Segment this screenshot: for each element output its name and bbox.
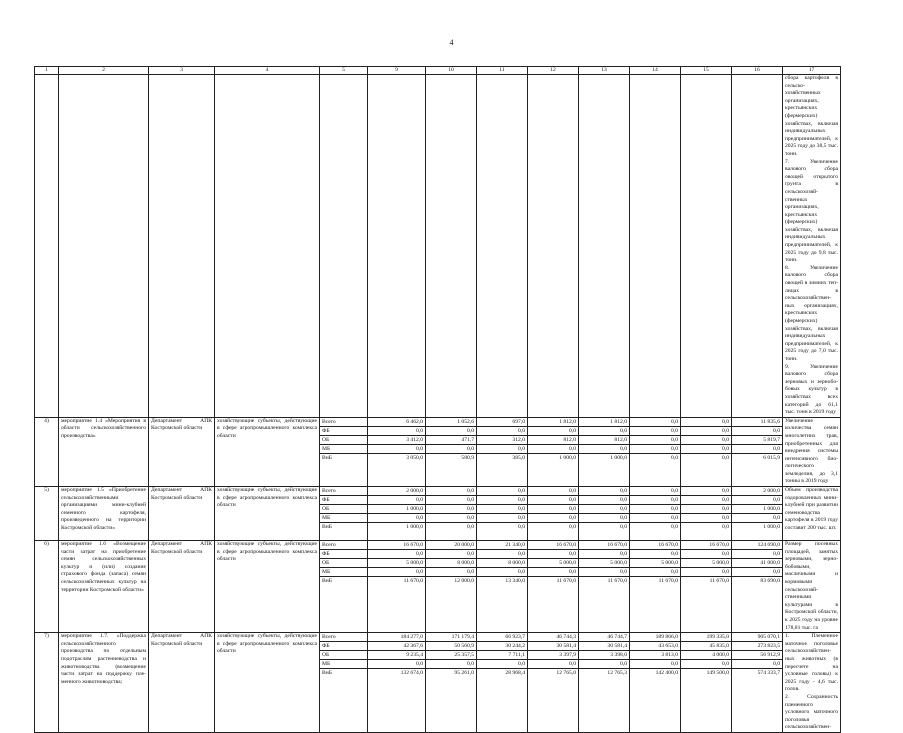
- amount-cell: 189 866,0: [630, 633, 680, 642]
- amount-cell: 0,0: [681, 427, 731, 436]
- amount-cell: 0,0: [426, 568, 476, 577]
- amount-cell: 142 400,0: [655, 670, 678, 677]
- amount-cell: 0,0: [368, 550, 425, 559]
- budget-table: [34, 66, 841, 733]
- amount-cell: 124 690,0: [732, 541, 782, 550]
- amount-cell: 30 581,4: [579, 642, 629, 651]
- funding-sources: [320, 417, 368, 486]
- amount-cell: 0,0: [681, 550, 731, 559]
- expected-result: 1. Племенное маточное поголовье сельскохозяйственных животных (в пересчете на условные головы) к 2025 году - 4,6 тыс. голов. 2. Сохранность племенного условного маточного поголовья сельскохозяйствен-: [783, 633, 841, 733]
- amount-cell: 0,0: [528, 550, 578, 559]
- header-cell: 16: [732, 67, 783, 75]
- header-cell: 17: [783, 67, 841, 75]
- amount-cell: 5 000,0: [681, 559, 731, 568]
- amount-cell: 16 670,0: [368, 541, 425, 550]
- year-values: [368, 541, 426, 633]
- amount-cell: 0,0: [528, 568, 578, 577]
- amount-cell: 0,0: [477, 427, 527, 436]
- row-number: 4): [35, 417, 59, 486]
- funding-source: ВнБ: [322, 670, 332, 677]
- year-values: [528, 541, 579, 633]
- amount-cell: 0,0: [426, 427, 476, 436]
- funding-source: МБ: [320, 445, 367, 454]
- amount-cell: 0,0: [477, 550, 527, 559]
- funding-source: ФБ: [320, 427, 367, 436]
- amount-cell: 66 923,7: [477, 633, 527, 642]
- amount-cell: 95 261,0: [454, 670, 474, 677]
- header-cell: 2: [59, 67, 149, 75]
- funding-sources: [320, 541, 368, 633]
- funding-source: ВнБ: [322, 524, 332, 531]
- year-values: [528, 417, 579, 486]
- amount-cell: 45 835,0: [681, 642, 731, 651]
- amount-cell: 0,0: [368, 568, 425, 577]
- amount-cell: 0,0: [477, 505, 527, 514]
- amount-cell: 0,0: [368, 514, 425, 523]
- year-values: [681, 633, 732, 733]
- amount-cell: 0,0: [671, 454, 678, 461]
- amount-cell: 0,0: [579, 568, 629, 577]
- executor: Департамент АПК Костромской области: [149, 541, 215, 633]
- year-values: [477, 541, 528, 633]
- year-values: [426, 633, 477, 733]
- amount-cell: 0,0: [722, 524, 729, 531]
- amount-cell: 11 670,0: [403, 578, 423, 585]
- amount-cell: 385,0: [512, 454, 525, 461]
- funding-source: ОБ: [320, 559, 367, 568]
- amount-cell: 0,0: [477, 660, 527, 669]
- amount-cell: 46 744,3: [528, 633, 578, 642]
- amount-cell: 1 812,0: [579, 418, 629, 427]
- amount-cell: 0,0: [681, 514, 731, 523]
- amount-cell: 0,0: [620, 524, 627, 531]
- amount-cell: 8 000,0: [426, 559, 476, 568]
- amount-cell: 0,0: [579, 445, 629, 454]
- amount-cell: 0,0: [681, 436, 731, 445]
- amount-cell: 0,0: [630, 505, 680, 514]
- amount-cell: 0,0: [569, 524, 576, 531]
- header-cell: 5: [320, 67, 368, 75]
- funding-source: МБ: [320, 660, 367, 669]
- amount-cell: 273 823,5: [732, 642, 782, 651]
- participants: хозяйствующие субъекты, действующие в сфере агропромышленного комплекса области: [215, 633, 320, 733]
- amount-cell: 8 000,0: [477, 559, 527, 568]
- measure-name: мероприятие 1.5 «Приобретение сельскохозяйственными организациями мини-клубней семенного картофеля, произведенного на территории Костромской области»: [59, 487, 149, 541]
- amount-cell: 43 653,0: [630, 642, 680, 651]
- year-values: [732, 487, 783, 541]
- year-values: [477, 633, 528, 733]
- amount-cell: 0,0: [528, 496, 578, 505]
- amount-cell: 2 000,0: [368, 487, 425, 496]
- amount-cell: 13 340,0: [505, 578, 525, 585]
- amount-cell: 0,0: [630, 496, 680, 505]
- table-row: [35, 487, 841, 541]
- year-values: [630, 487, 681, 541]
- header-cell: 4: [215, 67, 320, 75]
- funding-source: Всего: [320, 418, 367, 427]
- amount-cell: 0,0: [732, 445, 782, 454]
- year-values: [681, 487, 732, 541]
- amount-cell: 0,0: [630, 427, 680, 436]
- year-values: [426, 487, 477, 541]
- amount-cell: 42 367,6: [368, 642, 425, 651]
- amount-cell: 11 670,0: [709, 578, 729, 585]
- funding-source: МБ: [320, 514, 367, 523]
- year-values: [579, 633, 630, 733]
- amount-cell: 0,0: [681, 496, 731, 505]
- amount-cell: 5 000,0: [528, 559, 578, 568]
- amount-cell: 5 819,7: [732, 436, 782, 445]
- amount-cell: 0,0: [528, 514, 578, 523]
- amount-cell: 0,0: [630, 436, 680, 445]
- year-values: [528, 487, 579, 541]
- participants: хозяйствующие субъекты, действующие в сфере агропромышленного комплекса области: [215, 417, 320, 486]
- funding-source: ВнБ: [322, 454, 332, 461]
- amount-cell: 812,0: [579, 436, 629, 445]
- amount-cell: 0,0: [681, 660, 731, 669]
- amount-cell: 56 912,9: [732, 651, 782, 660]
- amount-cell: 0,0: [630, 445, 680, 454]
- amount-cell: 5 000,0: [368, 559, 425, 568]
- amount-cell: 184 277,0: [368, 633, 425, 642]
- amount-cell: 0,0: [528, 445, 578, 454]
- amount-cell: 199 335,0: [681, 633, 731, 642]
- header-row: [35, 67, 841, 75]
- amount-cell: 812,0: [528, 436, 578, 445]
- amount-cell: 0,0: [528, 487, 578, 496]
- amount-cell: 3 050,0: [406, 454, 423, 461]
- funding-source: Всего: [320, 541, 367, 550]
- expected-result: Размер посевных площадей, занятых зерновыми, зернобобовыми, масличными и кормовыми сельскохозяйственными культурами в Костромской области, к 2025 году на уровне 178,81 тыс. га: [783, 541, 841, 633]
- funding-source: Всего: [320, 633, 367, 642]
- measure-name: мероприятие 1.7. «Поддержка сельскохозяйственного производства по отдельным подотраслям растениеводства и животноводства (возмещение части затрат на поддержку племенного животноводства;: [59, 633, 149, 733]
- table-row: [35, 633, 841, 733]
- amount-cell: 0,0: [477, 445, 527, 454]
- header-cell: 11: [477, 67, 528, 75]
- executor: Департамент АПК Костромской области: [149, 417, 215, 486]
- amount-cell: 41 000,0: [732, 559, 782, 568]
- amount-cell: 0,0: [426, 660, 476, 669]
- amount-cell: 0,0: [732, 568, 782, 577]
- amount-cell: 0,0: [579, 505, 629, 514]
- header-cell: 12: [528, 67, 579, 75]
- year-values: [630, 541, 681, 633]
- amount-cell: 132 674,0: [400, 670, 423, 677]
- amount-cell: 2 000,0: [732, 487, 782, 496]
- header-cell: 13: [579, 67, 630, 75]
- amount-cell: 0,0: [528, 660, 578, 669]
- funding-source: ОБ: [320, 505, 367, 514]
- amount-cell: 0,0: [732, 514, 782, 523]
- amount-cell: 12 765,3: [607, 670, 627, 677]
- amount-cell: 0,0: [722, 454, 729, 461]
- amount-cell: 0,0: [732, 496, 782, 505]
- amount-cell: 0,0: [368, 427, 425, 436]
- year-values: [630, 417, 681, 486]
- row-number: 7): [35, 633, 59, 733]
- year-values: [426, 541, 477, 633]
- year-values: [681, 417, 732, 486]
- year-values: [630, 633, 681, 733]
- amount-cell: 0,0: [368, 660, 425, 669]
- expected-result: Увеличение количества семян многолетних трав, приобретенных для внедрения системы интенсивного биологического земледелия, до 3,1 тонны в 2019 году: [783, 417, 841, 486]
- amount-cell: 0,0: [732, 660, 782, 669]
- amount-cell: 0,0: [368, 445, 425, 454]
- year-values: [732, 541, 783, 633]
- amount-cell: 11 670,0: [607, 578, 627, 585]
- table-row: [35, 417, 841, 486]
- amount-cell: 905 070,1: [732, 633, 782, 642]
- amount-cell: 1 000,0: [610, 454, 627, 461]
- amount-cell: 0,0: [630, 487, 680, 496]
- amount-cell: 580,9: [461, 454, 474, 461]
- amount-cell: 0,0: [579, 660, 629, 669]
- funding-source: Всего: [320, 487, 367, 496]
- continuation-row: [35, 75, 841, 418]
- amount-cell: 3 397,9: [528, 651, 578, 660]
- year-values: [368, 417, 426, 486]
- amount-cell: 0,0: [681, 505, 731, 514]
- amount-cell: 0,0: [426, 514, 476, 523]
- amount-cell: 16 670,0: [630, 541, 680, 550]
- year-values: [579, 487, 630, 541]
- amount-cell: 0,0: [426, 505, 476, 514]
- amount-cell: 0,0: [630, 514, 680, 523]
- amount-cell: 574 333,7: [757, 670, 780, 677]
- amount-cell: 0,0: [477, 514, 527, 523]
- amount-cell: 11 835,6: [732, 418, 782, 427]
- year-values: [368, 487, 426, 541]
- amount-cell: 0,0: [732, 550, 782, 559]
- amount-cell: 0,0: [681, 487, 731, 496]
- amount-cell: 0,0: [426, 496, 476, 505]
- year-values: [528, 633, 579, 733]
- amount-cell: 5 000,0: [579, 559, 629, 568]
- amount-cell: 4 000,0: [681, 651, 731, 660]
- participants: хозяйствующие субъекты, действующие в сфере агропромышленного комплекса области: [215, 487, 320, 541]
- year-values: [368, 633, 426, 733]
- amount-cell: 5 000,0: [630, 559, 680, 568]
- measure-name: мероприятие 1.4 «Мероприятия в области сельскохозяйственного производства»: [59, 417, 149, 486]
- amount-cell: 0,0: [579, 427, 629, 436]
- header-cell: 15: [681, 67, 732, 75]
- amount-cell: 0,0: [426, 550, 476, 559]
- year-values: [579, 417, 630, 486]
- amount-cell: 50 560,9: [426, 642, 476, 651]
- amount-cell: 16 670,0: [681, 541, 731, 550]
- amount-cell: 46 744,7: [579, 633, 629, 642]
- amount-cell: 0,0: [579, 514, 629, 523]
- amount-cell: 1 052,6: [426, 418, 476, 427]
- amount-cell: 312,0: [477, 436, 527, 445]
- funding-source: ОБ: [320, 651, 367, 660]
- year-values: [681, 541, 732, 633]
- amount-cell: 7 711,1: [477, 651, 527, 660]
- amount-cell: 6 015,9: [763, 454, 780, 461]
- funding-sources: [320, 487, 368, 541]
- participants: хозяйствующие субъекты, действующие в сфере агропромышленного комплекса области: [215, 541, 320, 633]
- amount-cell: 0,0: [467, 524, 474, 531]
- amount-cell: 471,7: [426, 436, 476, 445]
- amount-cell: 0,0: [671, 524, 678, 531]
- amount-cell: 25 357,5: [426, 651, 476, 660]
- amount-cell: 0,0: [681, 568, 731, 577]
- funding-source: ФБ: [320, 496, 367, 505]
- amount-cell: 0,0: [426, 487, 476, 496]
- funding-source: ФБ: [320, 642, 367, 651]
- amount-cell: 11 670,0: [658, 578, 678, 585]
- amount-cell: 83 690,0: [760, 578, 780, 585]
- result-text: сбора картофеля в сельскохозяйственных организациях, крестьянских (фермерских) хозяйствах, включая индивидуальных предпринимателей, к 2025 году до 38,5 тыс. тонн. 7. Увеличение валового сбора овощей открытого грунта в сельскохозяйственных организациях, крестьянских (фермерских) хозяйствах, включая индивидуальных предпринимателей, к 2025 году до 9,8 тыс. тонн. 8. Увеличение валового сбора овощей в зимних теплицах в сельскохозяйственных организациях, крестьянских (фермерских) хозяйствах, включая индивидуальных предпринимателей, к 2025 году до 7,0 тыс. тонн. 9. Увеличение валового сбора зерновых и зернобобовых культур в хозяйствах всех категорий до 61,1 тыс. тонн в 2019 году: [783, 75, 841, 418]
- funding-source: МБ: [320, 568, 367, 577]
- amount-cell: 21 340,0: [477, 541, 527, 550]
- amount-cell: 1 812,0: [528, 418, 578, 427]
- amount-cell: 12 765,0: [556, 670, 576, 677]
- amount-cell: 0,0: [477, 568, 527, 577]
- year-values: [477, 417, 528, 486]
- amount-cell: 0,0: [528, 427, 578, 436]
- executor: Департамент АПК Костромской области: [149, 633, 215, 733]
- funding-source: ФБ: [320, 550, 367, 559]
- expected-result: Объем производства оздоровленных мини-клубней при развитии семеноводства картофеля в 2019 году составит 200 тыс. шт.: [783, 487, 841, 541]
- amount-cell: 9 235,4: [368, 651, 425, 660]
- table-row: [35, 541, 841, 633]
- amount-cell: 30 581,4: [528, 642, 578, 651]
- amount-cell: 1 000,0: [368, 505, 425, 514]
- amount-cell: 0,0: [579, 487, 629, 496]
- amount-cell: 0,0: [681, 445, 731, 454]
- header-cell: 1: [35, 67, 59, 75]
- header-cell: 10: [426, 67, 477, 75]
- amount-cell: 0,0: [426, 445, 476, 454]
- amount-cell: 0,0: [681, 418, 731, 427]
- year-values: [477, 487, 528, 541]
- amount-cell: 20 000,0: [426, 541, 476, 550]
- amount-cell: 1 000,0: [732, 505, 782, 514]
- amount-cell: 0,0: [528, 505, 578, 514]
- executor: Департамент АПК Костромской области: [149, 487, 215, 541]
- funding-source: ВнБ: [322, 578, 332, 585]
- amount-cell: 3 813,0: [630, 651, 680, 660]
- amount-cell: 0,0: [477, 487, 527, 496]
- row-number: 6): [35, 541, 59, 633]
- amount-cell: 171 179,4: [426, 633, 476, 642]
- header-cell: 3: [149, 67, 215, 75]
- amount-cell: 149 500,0: [706, 670, 729, 677]
- amount-cell: 0,0: [518, 524, 525, 531]
- year-values: [732, 633, 783, 733]
- amount-cell: 1 000,0: [406, 524, 423, 531]
- amount-cell: 0,0: [630, 568, 680, 577]
- row-number: 5): [35, 487, 59, 541]
- amount-cell: 0,0: [732, 427, 782, 436]
- header-cell: 9: [368, 67, 426, 75]
- amount-cell: 0,0: [630, 660, 680, 669]
- amount-cell: 3 412,0: [368, 436, 425, 445]
- amount-cell: 0,0: [579, 550, 629, 559]
- amount-cell: 16 670,0: [579, 541, 629, 550]
- header-cell: 14: [630, 67, 681, 75]
- amount-cell: 12 000,0: [454, 578, 474, 585]
- amount-cell: 3 398,0: [579, 651, 629, 660]
- amount-cell: 0,0: [477, 496, 527, 505]
- measure-name: мероприятие 1.6 «Возмещение части затрат на приобретение семян сельскохозяйственных культур и (или) создание страхового фонда (запаса) семян сельскохозяйственных культур на территории Костромской области»: [59, 541, 149, 633]
- amount-cell: 11 670,0: [556, 578, 576, 585]
- amount-cell: 28 968,4: [505, 670, 525, 677]
- amount-cell: 1 000,0: [763, 524, 780, 531]
- amount-cell: 0,0: [630, 550, 680, 559]
- amount-cell: 0,0: [579, 496, 629, 505]
- amount-cell: 6 462,0: [368, 418, 425, 427]
- page-number: 4: [449, 38, 454, 47]
- year-values: [426, 417, 477, 486]
- funding-sources: [320, 633, 368, 733]
- amount-cell: 697,0: [477, 418, 527, 427]
- amount-cell: 1 000,0: [559, 454, 576, 461]
- amount-cell: 16 670,0: [528, 541, 578, 550]
- year-values: [579, 541, 630, 633]
- year-values: [732, 417, 783, 486]
- amount-cell: 0,0: [368, 496, 425, 505]
- amount-cell: 0,0: [630, 418, 680, 427]
- amount-cell: 30 244,2: [477, 642, 527, 651]
- funding-source: ОБ: [320, 436, 367, 445]
